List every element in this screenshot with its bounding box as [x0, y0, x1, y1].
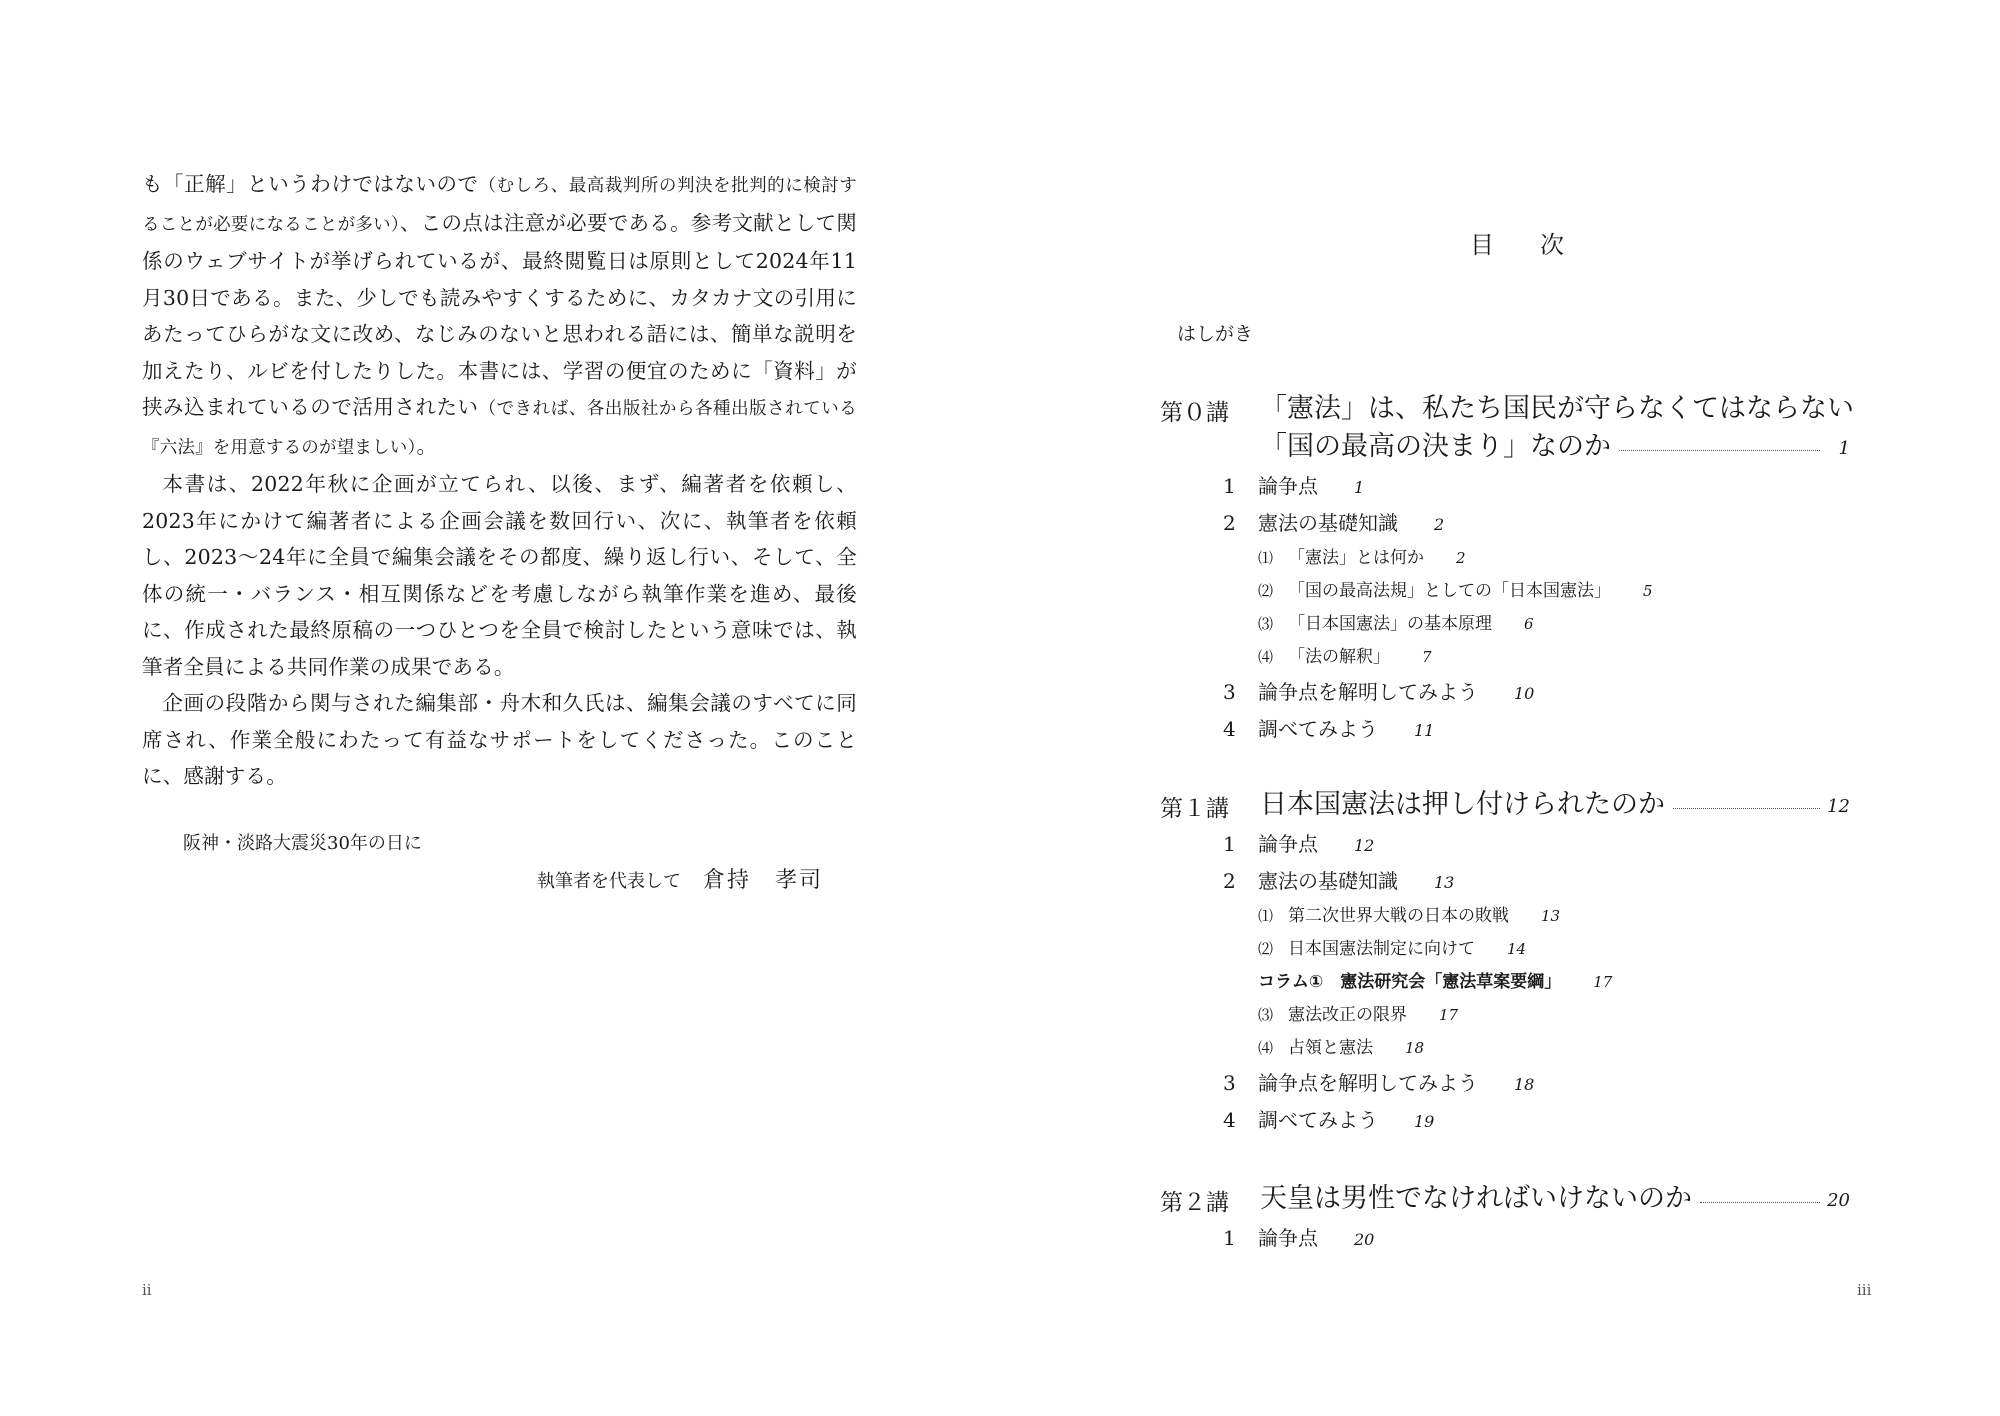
page-number-left: ii: [142, 1281, 152, 1299]
text-segment-small: （できれば、各出版社から各種出版されている『六法』を用意するのが望ましい）: [142, 399, 857, 458]
toc-subentry[interactable]: [1160, 900, 1850, 933]
entry-number: ⑴: [1258, 907, 1274, 925]
entry-page: 2: [1434, 515, 1445, 534]
entry-page: 5: [1643, 582, 1653, 600]
toc-entry[interactable]: [1160, 711, 1850, 748]
right-page: [1000, 0, 2000, 1416]
entry-label: 憲法の基礎知識: [1258, 869, 1398, 893]
chapter-title: 日本国憲法は押し付けられたのか: [1260, 789, 1665, 820]
entry-page: 7: [1422, 648, 1432, 666]
entry-label: 「国の最高法規」としての「日本国憲法」: [1288, 581, 1611, 601]
entry-number: 3: [1223, 680, 1236, 704]
entry-page: 17: [1593, 973, 1613, 991]
entry-label: 調べてみよう: [1258, 1108, 1378, 1132]
toc-entry[interactable]: [1160, 468, 1850, 505]
entry-label: 論争点: [1258, 1226, 1318, 1250]
entry-page: 13: [1541, 907, 1561, 925]
toc-title: 目次: [1470, 231, 1610, 259]
page-number-right: iii: [1857, 1281, 1872, 1299]
signature-role: 執筆者を代表して: [537, 871, 681, 892]
entry-page: 18: [1405, 1039, 1425, 1057]
entry-label: 論争点: [1258, 832, 1318, 856]
entry-number: ⑷: [1258, 648, 1274, 666]
toc-subentry[interactable]: [1160, 933, 1850, 966]
entry-label: 「日本国憲法」の基本原理: [1288, 614, 1492, 634]
text-segment-small: （むしろ、最高裁判所の判決を批判的に検討することが必要になることが多い）: [142, 176, 857, 235]
toc-entry[interactable]: [1160, 826, 1850, 863]
toc-subentry[interactable]: [1160, 1032, 1850, 1065]
text-segment: 、この点は注意が必要である。参考文献として関係のウェブサイトが挙げられているが、最終閲覧日は原則として2024年11月30日である。また、少しでも読みやすくするために、カタカナ文の引用にあたってひらがな文に改め、なじみのないと思われる語には、簡単な説明を加えたり、ルビを付したりした。本書には、学習の便宜のために「資料」が挟み込まれているので活用されたい: [142, 210, 857, 419]
dot-leader: [1619, 450, 1820, 451]
entry-page: 1: [1354, 478, 1365, 497]
entry-page: 17: [1439, 1006, 1459, 1024]
toc-column-entry[interactable]: [1160, 966, 1850, 999]
entry-label: 調べてみよう: [1258, 717, 1378, 741]
toc-chapter-2: [1160, 1180, 1850, 1257]
entry-number: 1: [1223, 1226, 1236, 1250]
entry-number: ⑶: [1258, 615, 1274, 633]
entry-number: 4: [1223, 1108, 1236, 1132]
entry-page: 20: [1354, 1230, 1375, 1249]
entry-label: 「憲法」とは何か: [1288, 548, 1424, 568]
entry-page: 6: [1524, 615, 1534, 633]
toc-entry[interactable]: [1160, 863, 1850, 900]
chapter-number: 第１講: [1160, 796, 1229, 822]
entry-number: ⑶: [1258, 1006, 1274, 1024]
entry-label: 論争点を解明してみよう: [1258, 1071, 1478, 1095]
entry-number: 1: [1223, 832, 1236, 856]
chapter-entries: [1160, 1220, 1850, 1257]
dot-leader: [1700, 1202, 1820, 1203]
dot-leader: [1673, 808, 1820, 809]
entry-page: 10: [1514, 684, 1535, 703]
toc-chapter-0: [1160, 390, 1854, 748]
entry-page: 14: [1507, 940, 1527, 958]
entry-number: ⑵: [1258, 582, 1274, 600]
paragraph-3: 企画の段階から関与された編集部・舟木和久氏は、編集会議のすべてに同席され、作業全般にわたって有益なサポートをしてくださった。このことに、感謝する。: [142, 691, 857, 788]
entry-label: 第二次世界大戦の日本の敗戦: [1288, 906, 1509, 926]
toc-entry[interactable]: [1160, 1102, 1850, 1139]
entry-number: 1: [1223, 474, 1236, 498]
chapter-entries: [1160, 468, 1850, 748]
entry-page: 12: [1354, 836, 1375, 855]
entry-label: 論争点を解明してみよう: [1258, 680, 1478, 704]
toc-subentry[interactable]: [1160, 575, 1850, 608]
chapter-title-row: [1260, 1180, 1828, 1218]
toc-entry[interactable]: [1160, 1220, 1850, 1257]
entry-number: ⑷: [1258, 1039, 1274, 1057]
entry-number: ⑵: [1258, 940, 1274, 958]
chapter-title: 天皇は男性でなければいけないのか: [1260, 1183, 1692, 1214]
chapter-number: 第２講: [1160, 1190, 1229, 1216]
entry-label: 論争点: [1258, 474, 1318, 498]
entry-number: 2: [1223, 511, 1236, 535]
entry-label: 憲法改正の限界: [1288, 1005, 1407, 1025]
entry-number: 3: [1223, 1071, 1236, 1095]
paragraph-2: 本書は、2022年秋に企画が立てられ、以後、まず、編著者を依頼し、2023年にかけて編著者による企画会議を数回行い、次に、執筆者を依頼し、2023〜24年に全員で編集会議をその都度、繰り返し行い、そして、全体の統一・バランス・相互関係などを考慮しながら執筆作業を進め、最後に、作成された最終原稿の一つひとつを全員で検討したという意味では、執筆者全員による共同作業の成果である。: [142, 472, 857, 679]
chapter-title-line2-row: [1260, 428, 1828, 466]
entry-number: 2: [1223, 869, 1236, 893]
signature-name: 倉持 孝司: [703, 868, 824, 893]
chapter-page-number: 1: [1838, 438, 1850, 459]
entry-page: 2: [1456, 549, 1466, 567]
text-segment: 。: [416, 433, 438, 458]
toc-chapter-1: [1160, 786, 1850, 1139]
entry-number: ⑴: [1258, 549, 1274, 567]
entry-label: コラム① 憲法研究会「憲法草案要綱」: [1258, 972, 1562, 992]
chapter-page-number: 12: [1827, 796, 1850, 817]
entry-page: 19: [1414, 1112, 1435, 1131]
toc-subentry[interactable]: [1160, 608, 1850, 641]
chapter-heading[interactable]: [1160, 786, 1850, 824]
signature-date: 阪神・淡路大震災30年の日に: [183, 833, 422, 854]
toc-subentry[interactable]: [1160, 542, 1850, 575]
entry-label: 占領と憲法: [1288, 1038, 1373, 1058]
entry-page: 18: [1514, 1075, 1535, 1094]
chapter-title-row: [1260, 786, 1828, 824]
chapter-heading[interactable]: [1160, 390, 1854, 466]
toc-entry[interactable]: [1160, 1065, 1850, 1102]
entry-label: 日本国憲法制定に向けて: [1288, 939, 1475, 959]
entry-label: 「法の解釈」: [1288, 647, 1390, 667]
chapter-entries: [1160, 826, 1850, 1139]
chapter-title-line2: 「国の最高の決まり」なのか: [1260, 431, 1611, 462]
toc-subentry[interactable]: [1160, 641, 1850, 674]
entry-page: 11: [1414, 721, 1435, 740]
preface-body: [142, 166, 857, 795]
chapter-page-number: 20: [1827, 1190, 1850, 1211]
chapter-heading[interactable]: [1160, 1180, 1850, 1218]
toc-subentry[interactable]: [1160, 999, 1850, 1032]
entry-label: 憲法の基礎知識: [1258, 511, 1398, 535]
toc-entry[interactable]: [1160, 674, 1850, 711]
entry-number: 4: [1223, 717, 1236, 741]
text-segment: も「正解」というわけではないので: [142, 172, 479, 196]
toc-entry[interactable]: [1160, 505, 1850, 542]
entry-page: 13: [1434, 873, 1455, 892]
signature: [537, 863, 823, 894]
chapter-number: 第０講: [1160, 400, 1229, 426]
chapter-title-line1: 「憲法」は、私たち国民が守らなくてはならない: [1260, 393, 1854, 424]
toc-preface-link[interactable]: はしがき: [1177, 323, 1254, 345]
paragraph-1: [142, 166, 857, 466]
